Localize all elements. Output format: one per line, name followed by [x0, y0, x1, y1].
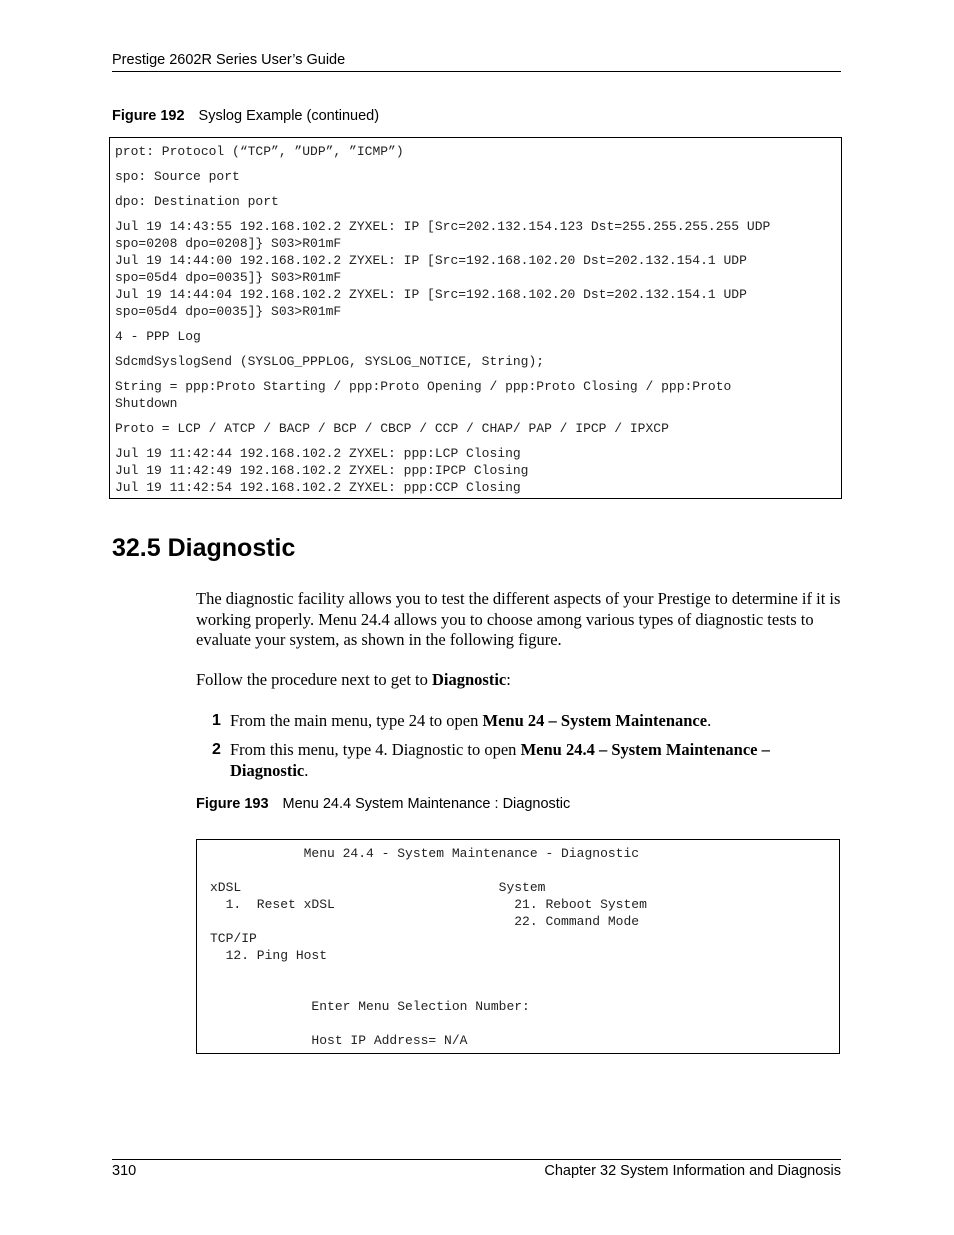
code-line: Shutdown: [115, 396, 178, 411]
figure-title: Syslog Example (continued): [198, 108, 380, 124]
step-menu-name: Menu 24 – System Maintenance: [482, 711, 708, 730]
code-gap: [115, 185, 841, 193]
code-line: SdcmdSyslogSend (SYSLOG_PPPLOG, SYSLOG_NOTICE, String);: [115, 354, 545, 369]
step-1: [212, 711, 842, 732]
section-heading: 32.5 Diagnostic: [112, 534, 296, 562]
code-line: Proto = LCP / ATCP / BACP / BCP / CBCP / CCP / CHAP/ PAP / IPCP / IPXCP: [115, 421, 669, 436]
procedure-text: Follow the procedure next to get to: [196, 670, 432, 689]
figure-label: Figure 193: [196, 796, 269, 812]
menu-line: Host IP Address= N/A: [210, 1033, 468, 1048]
menu-line: xDSL System: [210, 880, 546, 895]
menu-line: [210, 862, 839, 879]
code-line: Jul 19 14:44:04 192.168.102.2 ZYXEL: IP [Src=192.168.102.20 Dst=202.132.154.1 UDP: [115, 287, 747, 302]
step-menu-name: Menu 24.4 – System Maintenance – Diagnostic: [230, 740, 770, 780]
code-gap: [115, 437, 841, 445]
chapter-title: Chapter 32 System Information and Diagnosis: [544, 1163, 841, 1179]
figure-label: Figure 192: [112, 108, 185, 124]
menu-line: Enter Menu Selection Number:: [210, 999, 530, 1014]
code-gap: [115, 412, 841, 420]
step-text: From the main menu, type 24 to open: [230, 711, 483, 730]
code-line: Jul 19 11:42:44 192.168.102.2 ZYXEL: ppp:LCP Closing: [115, 446, 521, 461]
code-line: spo: Source port: [115, 169, 240, 184]
step-2: [212, 740, 842, 781]
code-line: Jul 19 14:43:55 192.168.102.2 ZYXEL: IP [Src=202.132.154.123 Dst=255.255.255.255 UDP: [115, 219, 771, 234]
code-line: String = ppp:Proto Starting / ppp:Proto Opening / ppp:Proto Closing / ppp:Proto: [115, 379, 732, 394]
code-line: 4 - PPP Log: [115, 329, 201, 344]
menu-line: Menu 24.4 - System Maintenance - Diagnostic: [210, 846, 640, 861]
procedure-paragraph: [196, 670, 841, 691]
code-gap: [115, 370, 841, 378]
step-number: 2: [212, 741, 221, 758]
code-gap: [115, 320, 841, 328]
procedure-suffix: :: [506, 670, 511, 689]
syslog-example-code-box: [109, 137, 842, 499]
step-suffix: .: [304, 760, 309, 780]
figure-title: Menu 24.4 System Maintenance : Diagnostic: [282, 796, 571, 812]
page-footer: [112, 1159, 841, 1179]
code-line: spo=05d4 dpo=0035]} S03>R01mF: [115, 304, 342, 319]
intro-paragraph: The diagnostic facility allows you to test the different aspects of your Prestige to determine if it is working properly. Menu 24.4 allows you to choose among various types of diagnostic tests to evaluate your system, as shown in the following figure.: [196, 589, 841, 649]
menu-line: [210, 1015, 839, 1032]
step-number: 1: [212, 712, 221, 729]
step-suffix: .: [707, 711, 712, 730]
code-line: spo=05d4 dpo=0035]} S03>R01mF: [115, 270, 342, 285]
step-text: From this menu, type 4. Diagnostic to open: [230, 740, 521, 759]
running-header: [112, 52, 841, 72]
menu-line: 22. Command Mode: [210, 914, 640, 929]
code-gap: [115, 345, 841, 353]
code-gap: [115, 210, 841, 218]
menu-line: 1. Reset xDSL 21. Reboot System: [210, 897, 647, 912]
code-gap: [115, 160, 841, 168]
code-line: spo=0208 dpo=0208]} S03>R01mF: [115, 236, 342, 251]
figure-193-caption: [196, 796, 570, 812]
code-line: prot: Protocol (“TCP”, ”UDP”, ”ICMP”): [115, 144, 404, 159]
code-line: Jul 19 11:42:54 192.168.102.2 ZYXEL: ppp:CCP Closing: [115, 480, 521, 495]
code-line: dpo: Destination port: [115, 194, 279, 209]
menu-line: TCP/IP: [210, 931, 257, 946]
menu-line: 12. Ping Host: [210, 948, 328, 963]
menu-line: [210, 981, 839, 998]
code-line: Jul 19 11:42:49 192.168.102.2 ZYXEL: ppp:IPCP Closing: [115, 463, 529, 478]
figure-192-caption: [112, 108, 379, 124]
page-number: 310: [112, 1163, 137, 1179]
procedure-bold: Diagnostic: [432, 670, 507, 689]
menu-line: [210, 964, 839, 981]
guide-title: Prestige 2602R Series User’s Guide: [112, 52, 346, 68]
diagnostic-menu-screen: [196, 839, 840, 1054]
code-line: Jul 19 14:44:00 192.168.102.2 ZYXEL: IP [Src=192.168.102.20 Dst=202.132.154.1 UDP: [115, 253, 747, 268]
